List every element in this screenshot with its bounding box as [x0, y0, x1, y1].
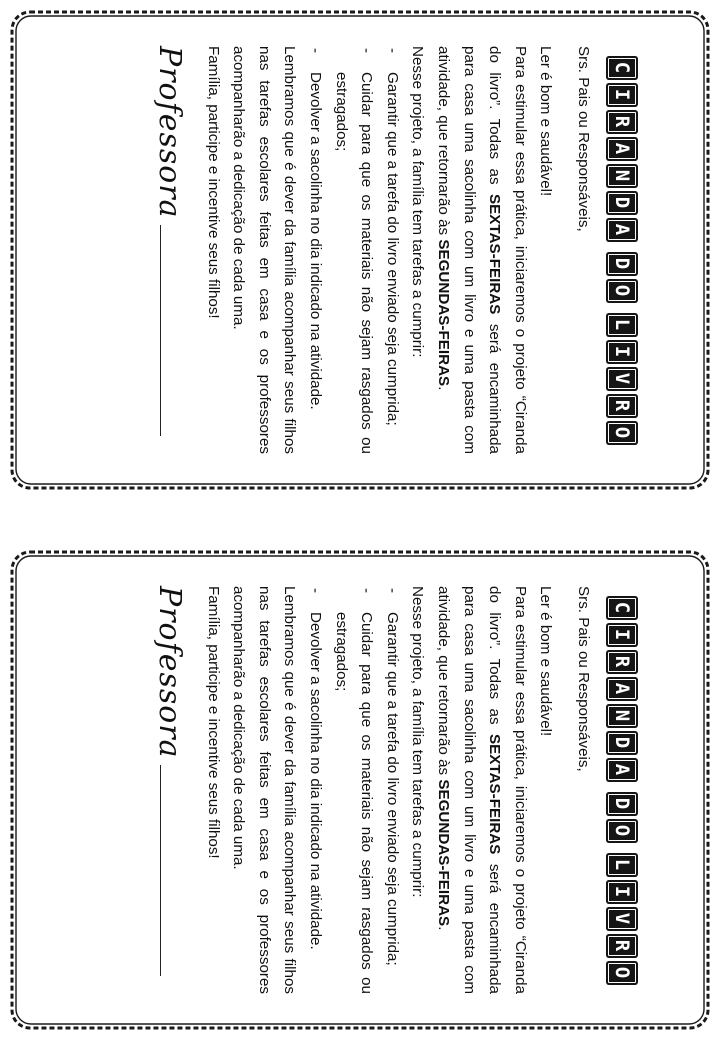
title-letter: R [606, 110, 638, 134]
title-letter: D [606, 792, 638, 816]
greeting: Srs. Pais ou Responsáveis, [575, 586, 592, 772]
list-item [302, 586, 328, 994]
title-letter: L [606, 853, 638, 877]
flyer-content [50, 30, 670, 470]
bold-segundas: SEGUNDAS-FEIRAS [435, 239, 453, 387]
task-text: Devolver a sacolinha no dia indicado na atividade. [307, 612, 325, 950]
flyer-card-top [0, 0, 720, 500]
signature-row [152, 46, 186, 454]
title-word-do [606, 792, 638, 843]
bullet-dash: - [383, 588, 401, 594]
title-letter: A [606, 677, 638, 701]
title-letter: C [606, 56, 638, 80]
tasks-intro: Nesse projeto, a família tem tarefas a cumprir: [409, 46, 427, 358]
flyer-title [606, 46, 638, 454]
signature-line [160, 225, 162, 436]
title-letter: L [606, 313, 638, 337]
flyer-card-bottom [0, 540, 720, 1040]
title-letter: O [606, 819, 638, 843]
signature-label: Professora [152, 586, 188, 759]
bold-segundas: SEGUNDAS-FEIRAS [435, 779, 453, 927]
list-item [302, 46, 328, 454]
title-letter: A [606, 218, 638, 242]
bold-sextas: SEXTAS-FEIRAS [486, 734, 504, 855]
title-letter: A [606, 758, 638, 782]
title-letter: D [606, 191, 638, 215]
task-text: Devolver a sacolinha no dia indicado na atividade. [307, 72, 325, 410]
title-letter: V [606, 907, 638, 931]
bullet-dash: - [307, 588, 325, 594]
title-word-do [606, 252, 638, 303]
task-list [302, 46, 404, 454]
task-text: Cuidar para que os materiais não sejam rasgados ou estragados; [332, 612, 376, 994]
signature-line [160, 765, 162, 976]
title-word-ciranda [606, 596, 638, 782]
list-item [328, 586, 379, 994]
paragraph-middle: será encaminhada para casa uma sacolinha com um livro e uma pasta com atividade, que retornarão às [435, 586, 504, 994]
task-text: Garantir que a tarefa do livro enviado seja cumprida; [383, 72, 401, 426]
list-item [379, 46, 405, 454]
paragraph-end: . [435, 926, 453, 931]
bullet-dash: - [358, 48, 376, 54]
bold-sextas: SEXTAS-FEIRAS [486, 194, 504, 315]
title-letter: I [606, 623, 638, 647]
greeting: Srs. Pais ou Responsáveis, [575, 46, 592, 232]
reminder-paragraph: Lembramos que é dever da família acompanhar seus filhos nas tarefas escolares feitas em casa e os professores acompanharão a dedicação de cada uma. [230, 46, 299, 454]
title-letter: N [606, 704, 638, 728]
list-item [379, 586, 405, 994]
title-letter: A [606, 137, 638, 161]
title-word-livro [606, 853, 638, 985]
signature-label: Professora [152, 46, 188, 219]
title-letter: I [606, 340, 638, 364]
paragraph-start: Para estimular essa prática, iniciaremos o projeto “Ciranda do livro”. Todas as [486, 46, 529, 454]
project-paragraph [430, 46, 532, 454]
task-text: Garantir que a tarefa do livro enviado seja cumprida; [383, 612, 401, 966]
flyer-title [606, 586, 638, 994]
title-letter: R [606, 394, 638, 418]
title-letter: V [606, 367, 638, 391]
title-letter: O [606, 961, 638, 985]
signature-row [152, 586, 186, 994]
title-letter: D [606, 252, 638, 276]
list-item [328, 46, 379, 454]
reminder-paragraph: Lembramos que é dever da família acompanhar seus filhos nas tarefas escolares feitas em casa e os professores acompanharão a dedicação de cada uma. [230, 586, 299, 994]
intro-line: Ler é bom e saudável! [537, 586, 555, 737]
bullet-dash: - [307, 48, 325, 54]
paragraph-end: . [435, 386, 453, 391]
title-word-livro [606, 313, 638, 445]
task-text: Cuidar para que os materiais não sejam rasgados ou estragados; [332, 72, 376, 454]
title-letter: D [606, 731, 638, 755]
closing-line: Família, participe e incentive seus filhos! [204, 586, 222, 859]
flyer-content [50, 570, 670, 1010]
title-letter: N [606, 164, 638, 188]
title-letter: O [606, 279, 638, 303]
tasks-intro: Nesse projeto, a família tem tarefas a cumprir: [409, 586, 427, 898]
task-list [302, 586, 404, 994]
title-letter: O [606, 421, 638, 445]
title-letter: C [606, 596, 638, 620]
title-letter: I [606, 83, 638, 107]
project-paragraph [430, 586, 532, 994]
paragraph-middle: será encaminhada para casa uma sacolinha com um livro e uma pasta com atividade, que retornarão às [435, 46, 504, 454]
title-letter: R [606, 650, 638, 674]
paragraph-start: Para estimular essa prática, iniciaremos o projeto “Ciranda do livro”. Todas as [486, 586, 529, 994]
intro-line: Ler é bom e saudável! [537, 46, 555, 197]
title-letter: I [606, 880, 638, 904]
title-word-ciranda [606, 56, 638, 242]
bullet-dash: - [358, 588, 376, 594]
bullet-dash: - [383, 48, 401, 54]
closing-line: Família, participe e incentive seus filhos! [204, 46, 222, 319]
title-letter: R [606, 934, 638, 958]
